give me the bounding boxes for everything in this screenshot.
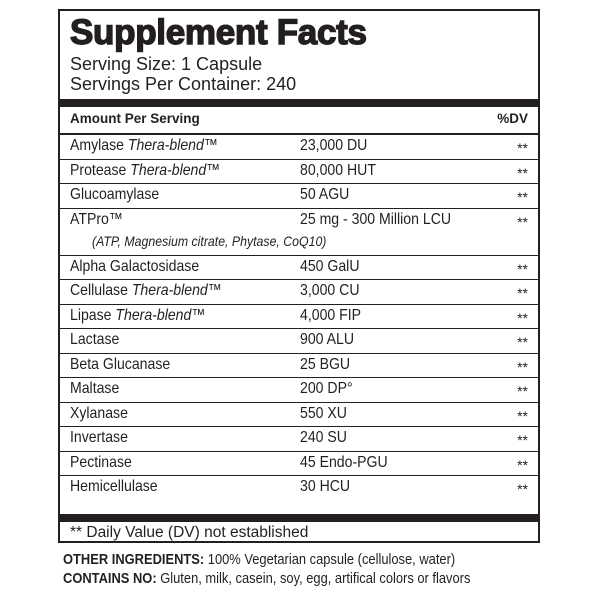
ingredient-dv: ** — [517, 140, 528, 156]
ingredient-name-text: Lipase — [70, 306, 116, 324]
ingredient-dv: ** — [517, 309, 528, 326]
ingredient-dv: ** — [517, 456, 528, 473]
ingredient-name — [70, 282, 222, 300]
ingredient-name-text: Maltase — [70, 380, 120, 397]
ingredient-row — [60, 256, 538, 281]
ingredient-amount: 50 AGU — [300, 186, 350, 203]
thick-divider-bottom — [60, 514, 538, 522]
ingredient-amount: 80,000 HUT — [300, 161, 376, 179]
ingredient-name-text: Pectinase — [70, 453, 132, 471]
contains-no-label: CONTAINS NO: — [63, 570, 157, 587]
ingredient-dv: ** — [517, 213, 528, 230]
servings-per-container: Servings Per Container: 240 — [70, 74, 297, 94]
ingredient-dv: ** — [517, 358, 528, 375]
ingredient-amount: 900 ALU — [300, 331, 355, 348]
ingredient-amount: 30 HCU — [300, 478, 351, 495]
ingredient-name-text: Protease — [70, 161, 131, 179]
ingredient-row — [60, 329, 538, 354]
ingredient-dv: ** — [517, 432, 528, 448]
ingredient-amount: 4,000 FIP — [300, 306, 362, 324]
ingredient-name-text: Glucoamylase — [70, 186, 160, 203]
ingredient-name-text: Alpha Galactosidase — [70, 257, 200, 275]
contains-no-line — [63, 570, 470, 587]
ingredient-name — [70, 429, 128, 447]
ingredient-amount: 3,000 CU — [300, 282, 360, 299]
ingredient-name-text: Invertase — [70, 429, 128, 446]
ingredient-name — [70, 211, 123, 229]
ingredient-amount: 550 XU — [300, 404, 347, 422]
ingredient-row — [60, 476, 538, 501]
ingredient-amount: 240 SU — [300, 429, 347, 446]
ingredient-row — [60, 452, 538, 477]
other-ingredients-label: OTHER INGREDIENTS: — [63, 551, 205, 568]
ingredient-row — [60, 403, 538, 428]
thera-blend-mark: Thera-blend™ — [127, 137, 218, 154]
ingredient-dv: ** — [517, 164, 528, 181]
ingredient-name — [70, 258, 199, 276]
thera-blend-mark: Thera-blend™ — [131, 282, 222, 299]
ingredient-name — [70, 162, 220, 180]
ingredient-amount: 45 Endo-PGU — [300, 453, 388, 471]
ingredient-name — [70, 186, 159, 204]
ingredient-name — [70, 454, 132, 472]
ingredient-dv: ** — [517, 407, 528, 424]
ingredient-name — [70, 331, 119, 349]
ingredient-name — [70, 356, 170, 374]
ingredient-dv: ** — [517, 481, 528, 497]
thera-blend-mark: Thera-blend™ — [115, 306, 206, 324]
thera-blend-mark: Thera-blend™ — [130, 161, 221, 179]
ingredient-name-text: Hemicellulase — [70, 478, 158, 495]
dv-footnote: ** Daily Value (DV) not established — [70, 524, 309, 541]
ingredient-row — [60, 354, 538, 379]
ingredient-dv: ** — [517, 260, 528, 277]
ingredient-name-text: Beta Glucanase — [70, 355, 171, 373]
ingredient-row — [60, 305, 538, 330]
ingredient-row — [60, 378, 538, 403]
ingredient-amount: 450 GalU — [300, 257, 360, 275]
ingredient-subtext: (ATP, Magnesium citrate, Phytase, CoQ10) — [92, 232, 327, 249]
ingredient-amount: 25 BGU — [300, 355, 351, 373]
other-ingredients-text: 100% Vegetarian capsule (cellulose, water) — [204, 551, 456, 568]
ingredient-amount: 23,000 DU — [300, 137, 368, 154]
ingredient-row — [60, 280, 538, 305]
ingredient-name — [70, 380, 119, 398]
ingredient-name-text: Xylanase — [70, 404, 128, 422]
ingredient-name-text: Amylase — [70, 137, 128, 154]
other-ingredients-line — [63, 551, 455, 568]
column-header-row — [70, 111, 528, 129]
contains-no-text: Gluten, milk, casein, soy, egg, artifical colors or flavors — [156, 570, 471, 587]
ingredient-dv: ** — [517, 285, 528, 301]
ingredient-name — [70, 478, 158, 496]
ingredient-row — [60, 160, 538, 185]
ingredient-name — [70, 137, 218, 155]
dv-header: %DV — [497, 111, 528, 126]
amount-per-serving-header: Amount Per Serving — [70, 111, 200, 126]
ingredient-dv: ** — [517, 383, 528, 399]
ingredient-name — [70, 307, 205, 325]
ingredient-name — [70, 405, 128, 423]
ingredient-row — [60, 209, 538, 256]
supplement-facts-panel — [58, 9, 540, 543]
panel-title: Supplement Facts — [70, 13, 367, 52]
ingredient-name-text: Cellulase — [70, 282, 132, 299]
ingredient-amount: 200 DP° — [300, 380, 353, 397]
thick-divider-top — [60, 99, 538, 107]
ingredient-name-text: ATPro™ — [70, 210, 123, 228]
ingredient-rows — [60, 135, 538, 501]
serving-size: Serving Size: 1 Capsule — [70, 54, 263, 74]
ingredient-dv: ** — [517, 334, 528, 350]
ingredient-amount: 25 mg - 300 Million LCU — [300, 210, 452, 228]
ingredient-name-text: Lactase — [70, 331, 120, 348]
ingredient-row — [60, 184, 538, 209]
ingredient-row — [60, 135, 538, 160]
ingredient-dv: ** — [517, 189, 528, 205]
ingredient-row — [60, 427, 538, 452]
